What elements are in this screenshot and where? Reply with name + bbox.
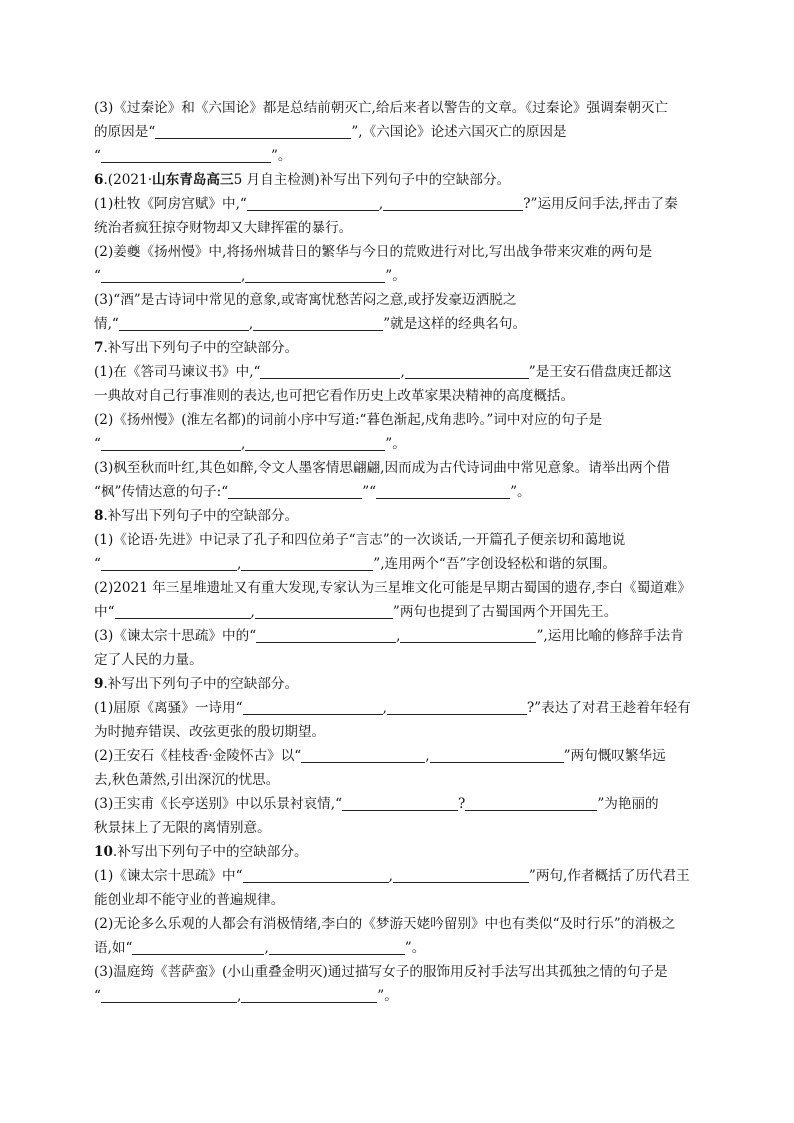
answer-blank[interactable] (243, 699, 383, 715)
question-source: 山东青岛高三 (152, 172, 234, 188)
answer-blank[interactable] (393, 867, 529, 883)
answer-blank[interactable] (101, 435, 241, 451)
text: 5 月自主检测)补写出下列句子中的空缺部分。 (233, 172, 511, 188)
q7-1-line-2: 一典故对自己行事准则的表达,也可把它看作历史上改革家果决精神的高度概括。 (94, 388, 575, 404)
text: 情,“ (94, 316, 119, 332)
text: .补写出下列句子中的空缺部分。 (112, 844, 308, 860)
text: ”。 (404, 940, 426, 956)
answer-blank[interactable] (101, 267, 241, 283)
text: ”。 (385, 436, 406, 452)
q6-3-line-1: (3)“酒”是古诗词中常见的意象,或寄寓忧愁苦闷之意,或抒发豪迈洒脱之 (94, 292, 517, 308)
answer-blank[interactable] (245, 267, 385, 283)
text: ”为艳丽的 (597, 796, 659, 812)
text: .补写出下列句子中的空缺部分。 (103, 676, 299, 692)
q7-2-line-1: (2)《扬州慢》(淮左名都)的词前小序中写道:“暮色渐起,戍角悲吟。”词中对应的句子是 (94, 412, 603, 428)
text: ”,运用比喻的修辞手法肯 (536, 628, 684, 644)
question-number: 10 (94, 844, 113, 860)
text: , (250, 604, 255, 620)
text: ”两句,作者概括了历代君王 (528, 868, 690, 884)
text: 的原因是“ (94, 124, 156, 140)
answer-blank[interactable] (342, 795, 458, 811)
text: (1)杜牧《阿房宫赋》中,“ (94, 196, 247, 212)
answer-blank[interactable] (245, 435, 385, 451)
q10-2-line-2 (94, 936, 706, 960)
q10-1-line-2: 能创业却不能守业的普遍规律。 (94, 892, 285, 908)
text: , (425, 748, 430, 764)
text: “ (94, 436, 101, 452)
text: , (400, 364, 405, 380)
text: (1)屈原《离骚》一诗用“ (94, 700, 243, 716)
q8-3-line-2: 定了人民的力量。 (94, 652, 203, 668)
q10-3-line-2 (94, 984, 706, 1008)
answer-blank[interactable] (241, 555, 373, 571)
text: ”,连用两个“吾”字创设轻松和谐的氛围。 (373, 556, 616, 572)
text: (2)王安石《桂枝香·金陵怀古》以“ (94, 748, 302, 764)
question-number: 8 (94, 508, 104, 524)
text: “ (94, 148, 101, 164)
question-6 (94, 168, 706, 336)
q8-1-line-1: (1)《论语·先进》中记录了孔子和四位弟子“言志”的一次谈话,一开篇孔子便亲切和蔼地说 (94, 532, 626, 548)
q10-3-line-1: (3)温庭筠《菩萨蛮》(小山重叠金明灭)通过描写女子的服饰用反衬手法写出其孤独之情的句子是 (94, 964, 668, 980)
q10-heading (94, 840, 706, 864)
text: , (240, 268, 246, 284)
text: , (388, 868, 393, 884)
text: .补写出下列句子中的空缺部分。 (103, 508, 299, 524)
q5-3-line-1: (3)《过秦论》和《六国论》都是总结前朝灭亡,给后来者以警告的文章。《过秦论》强调秦朝灭亡 (94, 100, 669, 116)
answer-blank[interactable] (253, 315, 383, 331)
answer-blank[interactable] (260, 363, 400, 379)
answer-blank[interactable] (132, 939, 264, 955)
answer-blank[interactable] (255, 603, 393, 619)
question-number: 7 (94, 340, 104, 356)
q7-3-line-2 (94, 480, 706, 504)
text: , (396, 628, 401, 644)
text: 中“ (94, 604, 115, 620)
answer-blank[interactable] (119, 315, 249, 331)
q8-1-line-2 (94, 552, 706, 576)
text: “枫”传情达意的句子:“ (94, 484, 229, 500)
text: , (382, 700, 387, 716)
question-8 (94, 504, 706, 672)
q6-heading (94, 168, 706, 192)
q6-2-line-2 (94, 264, 706, 288)
answer-blank[interactable] (247, 195, 379, 211)
text: (1)在《答司马谏议书》中,“ (94, 364, 261, 380)
q10-1-line-1 (94, 864, 706, 888)
text: ”。 (377, 988, 398, 1004)
answer-blank[interactable] (243, 867, 389, 883)
answer-blank[interactable] (430, 747, 564, 763)
text: “ (94, 268, 101, 284)
text: , (236, 988, 242, 1004)
q9-1-line-1 (94, 696, 706, 720)
q10-2-line-1: (2)无论多么乐观的人都会有消极情绪,李白的《梦游天姥吟留别》中也有类似“及时行乐”的消极之 (94, 916, 676, 932)
text: ”两句也提到了古蜀国两个开国先王。 (392, 604, 618, 620)
q8-2-line-2 (94, 600, 706, 624)
q9-3-line-2: 秋景抹上了无限的离情别意。 (94, 820, 271, 836)
q8-2-line-1: (2)2021 年三星堆遗址又有重大发现,专家认为三星堆文化可能是早期古蜀国的遗存,李白《蜀道难》 (94, 580, 691, 596)
q9-1-line-2: 为时抛弃错误、改弦更张的殷切期望。 (94, 724, 326, 740)
text: , (236, 556, 242, 572)
q7-heading (94, 336, 706, 360)
q6-2-line-1: (2)姜夔《扬州慢》中,将扬州城昔日的繁华与今日的荒败进行对比,写出战争带来灾难的两句是 (94, 244, 653, 260)
answer-blank[interactable] (387, 699, 527, 715)
q5-3-line-2 (94, 120, 706, 144)
answer-blank[interactable] (101, 555, 237, 571)
text: ?”表达了对君王趁着年轻有 (526, 700, 691, 716)
text: , (378, 196, 384, 212)
q6-1-line-1 (94, 192, 706, 216)
text: ”,《六国论》论述六国灭亡的原因是 (351, 124, 567, 140)
question-number: 6 (94, 172, 104, 188)
text: ”。 (385, 268, 406, 284)
q9-2-line-1 (94, 744, 706, 768)
answer-blank[interactable] (269, 939, 405, 955)
question-number: 9 (94, 676, 104, 692)
q6-1-line-2: 统治者疯狂掠夺财物却又大肆挥霍的暴行。 (94, 220, 353, 236)
q6-3-line-2 (94, 312, 706, 336)
text: (3)《谏太宗十思疏》中的“ (94, 628, 257, 644)
answer-blank[interactable] (115, 603, 251, 619)
text: , (248, 316, 254, 332)
text: ”两句慨叹繁华远 (563, 748, 666, 764)
text: ”“ (362, 484, 377, 500)
text: “ (94, 988, 101, 1004)
q5-3-line-3 (94, 144, 706, 168)
q7-3-line-1: (3)枫至秋而叶红,其色如醉,令文人墨客情思翩翩,因而成为古代诗词曲中常见意象。请举出两个借 (94, 460, 670, 476)
answer-blank[interactable] (405, 363, 529, 379)
q9-3-line-1 (94, 792, 706, 816)
question-5-part-3 (94, 96, 706, 168)
text: ?”运用反问手法,抨击了秦 (523, 196, 678, 212)
answer-blank[interactable] (241, 987, 377, 1003)
q8-heading (94, 504, 706, 528)
text: ? (458, 796, 466, 812)
question-10 (94, 840, 706, 1008)
answer-blank[interactable] (376, 483, 510, 499)
q7-1-line-1 (94, 360, 706, 384)
question-9 (94, 672, 706, 840)
text: .补写出下列句子中的空缺部分。 (103, 340, 299, 356)
answer-blank[interactable] (383, 195, 523, 211)
text: (3)王实甫《长亭送别》中以乐景衬哀情,“ (94, 796, 343, 812)
text: , (264, 940, 269, 956)
text: , (240, 436, 246, 452)
answer-blank[interactable] (256, 627, 396, 643)
answer-blank[interactable] (228, 483, 362, 499)
text: ”。 (510, 484, 531, 500)
text: ”是王安石借盘庚迁都这 (528, 364, 672, 380)
text: ”就是这样的经典名句。 (383, 316, 527, 332)
q9-2-line-2: 去,秋色萧然,引出深沉的忧思。 (94, 772, 280, 788)
answer-blank[interactable] (101, 147, 271, 163)
q8-3-line-1 (94, 624, 706, 648)
text: 语,如“ (94, 940, 133, 956)
answer-blank[interactable] (400, 627, 536, 643)
answer-blank[interactable] (101, 987, 237, 1003)
text: “ (94, 556, 101, 572)
q9-heading (94, 672, 706, 696)
text: (1)《谏太宗十思疏》中“ (94, 868, 243, 884)
q7-2-line-2 (94, 432, 706, 456)
answer-blank[interactable] (301, 747, 425, 763)
answer-blank[interactable] (155, 123, 351, 139)
answer-blank[interactable] (465, 795, 597, 811)
text: .(2021· (103, 172, 153, 188)
question-7 (94, 336, 706, 504)
text: ”。 (270, 148, 292, 164)
